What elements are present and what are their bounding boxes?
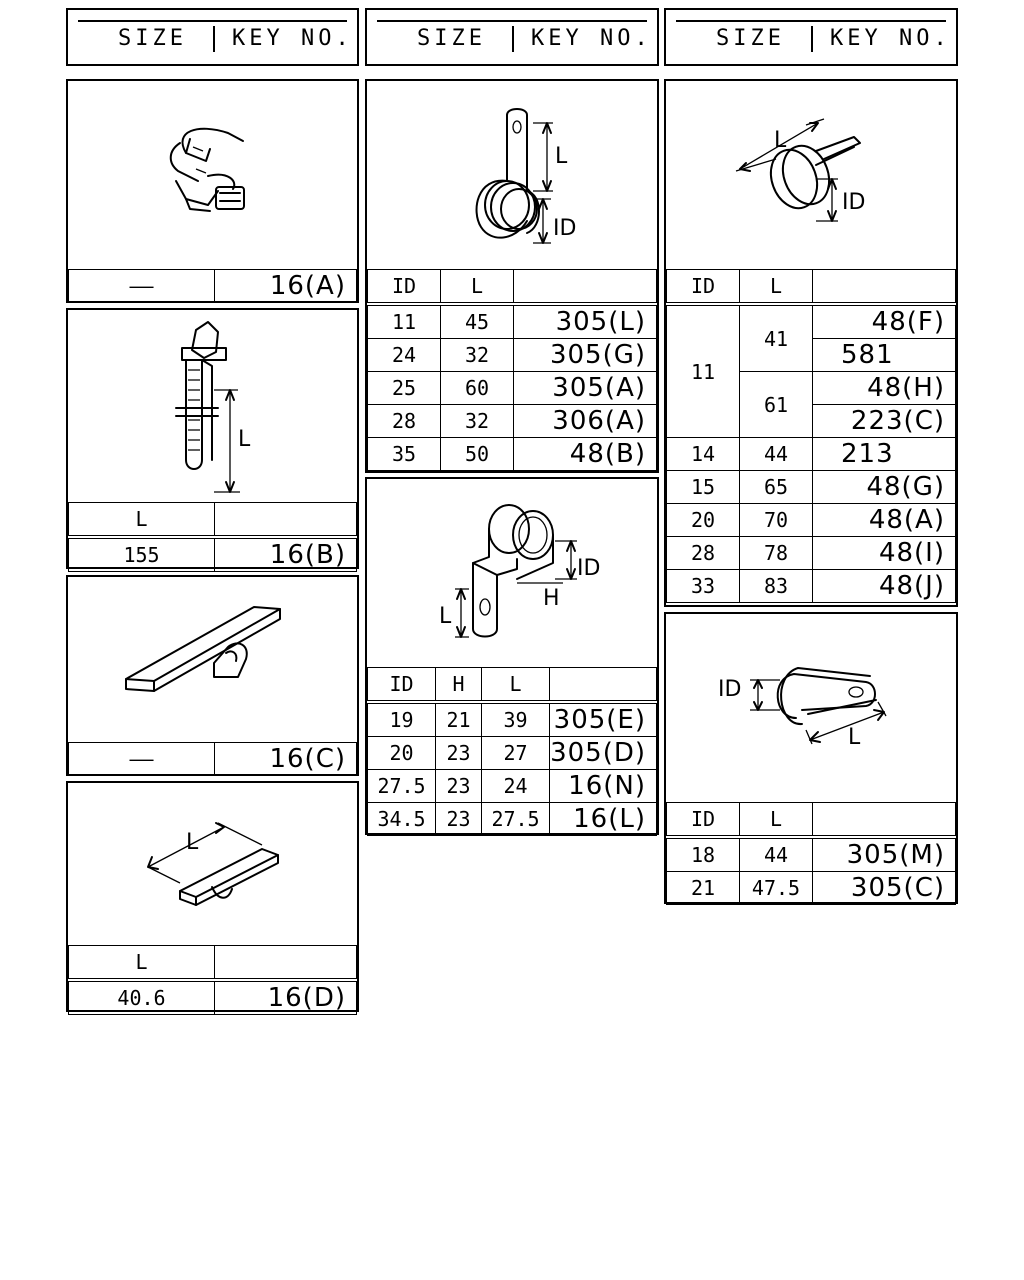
part-16b-panel [66,308,359,569]
header-divider [213,26,215,52]
l-cell: 24 [482,770,550,803]
col-header-id: ID [667,270,740,305]
header-size-label: SIZE [417,26,486,51]
dim-id-label: ID [842,190,866,215]
id-cell: 11 [667,304,740,438]
l-value: 40.6 [69,980,215,1015]
key-cell: 16(A) [215,270,357,303]
key-cell: 48(J) [813,570,956,603]
l-cell: 47.5 [740,872,813,905]
col-header-key [215,503,357,538]
key-cell: 305(G) [514,339,657,372]
h-cell: 23 [436,770,482,803]
col-header-l: L [740,270,813,305]
part-16c-panel [66,575,359,776]
key-cell: 223(C) [813,405,956,438]
header-divider [512,26,514,52]
l-cell: 27.5 [482,803,550,836]
id-cell: 33 [667,570,740,603]
col-header-id: ID [667,803,740,838]
id-cell: 24 [368,339,441,372]
part-16c-table [68,742,357,776]
header-col-1 [66,8,359,66]
col-header-h: H [436,668,482,703]
l-cell: 39 [482,702,550,737]
part-16a-table [68,269,357,303]
dim-id-label: ID [553,216,577,241]
id-cell: 19 [368,702,436,737]
id-cell: 20 [667,504,740,537]
key-cell: 48(H) [813,372,956,405]
l-cell: 32 [441,405,514,438]
clamp-b-table [367,667,657,836]
table-row [667,504,956,537]
header-key-label: KEY NO. [531,26,652,51]
l-cell: 44 [740,837,813,872]
l-cell: 60 [441,372,514,405]
col-header-key [550,668,657,703]
key-cell: 305(L) [514,304,657,339]
clamp-a-panel [365,79,659,473]
header-rule [78,20,347,22]
key-cell: 48(A) [813,504,956,537]
id-cell: 11 [368,304,441,339]
table-row [368,438,657,471]
l-cell: 41 [740,304,813,372]
l-cell: 70 [740,504,813,537]
key-cell: 16(C) [215,743,357,776]
dim-id-label: ID [577,556,601,581]
table-row [368,737,657,770]
id-cell: 28 [368,405,441,438]
h-cell: 23 [436,737,482,770]
table-row [368,770,657,803]
key-cell: 305(M) [813,837,956,872]
dim-l-label: L [186,830,199,855]
l-cell: 61 [740,372,813,438]
clip-16c-drawing [68,577,357,742]
col-header-l: L [482,668,550,703]
id-cell: 15 [667,471,740,504]
col-header-l: L [740,803,813,838]
dim-l-label: L [238,427,251,452]
table-row [368,339,657,372]
col-header-key [514,270,657,305]
l-cell: 65 [740,471,813,504]
table-row [368,702,657,737]
table-row [368,304,657,339]
clip-16a-drawing [68,81,357,269]
table-row [667,471,956,504]
table-row [667,438,956,471]
key-cell: 16(L) [550,803,657,836]
id-cell: 18 [667,837,740,872]
h-cell: 23 [436,803,482,836]
col-header-id: ID [368,270,441,305]
key-cell: 213 [813,438,956,471]
col-header-key [215,946,357,981]
table-row [667,837,956,872]
h-cell: 21 [436,702,482,737]
dim-h-label: H [543,586,560,611]
p-clip-drawing [666,614,956,802]
id-cell: 34.5 [368,803,436,836]
id-cell: 27.5 [368,770,436,803]
col-header-l: L [69,946,215,981]
id-cell: 25 [368,372,441,405]
col-header-id: ID [368,668,436,703]
key-cell: 16(D) [215,980,357,1015]
table-row [368,803,657,836]
key-cell: 16(N) [550,770,657,803]
part-16b-table [68,502,357,572]
id-cell: 14 [667,438,740,471]
l-cell: 83 [740,570,813,603]
dim-l-label: L [439,604,452,629]
size-cell: —— [69,270,215,303]
key-cell: 305(E) [550,702,657,737]
dim-id-label: ID [718,677,742,702]
clamp-a-table [367,269,657,471]
ring-clamp-drawing [666,81,956,269]
clamp-a-drawing [367,81,657,269]
l-cell: 27 [482,737,550,770]
p-clip-panel [664,612,958,904]
header-col-3 [664,8,958,66]
dim-l-label: L [848,725,861,750]
l-value: 155 [69,537,215,572]
push-rivet-16b-drawing [68,310,357,502]
id-cell: 21 [667,872,740,905]
l-cell: 78 [740,537,813,570]
clamp-b-drawing [367,479,657,667]
header-size-label: SIZE [716,26,785,51]
key-cell: 305(C) [813,872,956,905]
header-divider [811,26,813,52]
p-clip-table [666,802,956,905]
col-header-key [813,803,956,838]
col-header-l: L [441,270,514,305]
part-16a-panel [66,79,359,303]
ring-clamp-panel [664,79,958,607]
key-cell: 48(B) [514,438,657,471]
id-cell: 35 [368,438,441,471]
l-cell: 45 [441,304,514,339]
table-row [368,405,657,438]
table-row [667,537,956,570]
key-cell: 306(A) [514,405,657,438]
key-cell: 48(F) [813,304,956,339]
table-row [667,872,956,905]
key-cell: 305(A) [514,372,657,405]
l-cell: 50 [441,438,514,471]
header-key-label: KEY NO. [830,26,951,51]
id-cell: 20 [368,737,436,770]
table-row [368,372,657,405]
header-rule [377,20,647,22]
dim-l-label: L [555,144,568,169]
key-cell: 16(B) [215,537,357,572]
header-col-2 [365,8,659,66]
header-rule [676,20,946,22]
part-16d-panel [66,781,359,1012]
dim-l-label: L [774,128,787,153]
key-cell: 305(D) [550,737,657,770]
key-cell: 581 [813,339,956,372]
l-cell: 32 [441,339,514,372]
part-16d-table [68,945,357,1015]
col-header-l: L [69,503,215,538]
clip-16d-drawing [68,783,357,945]
ring-clamp-table [666,269,956,603]
id-cell: 28 [667,537,740,570]
col-header-key [813,270,956,305]
table-row [667,304,956,339]
key-cell: 48(I) [813,537,956,570]
size-cell: —— [69,743,215,776]
l-cell: 44 [740,438,813,471]
header-key-label: KEY NO. [232,26,353,51]
key-cell: 48(G) [813,471,956,504]
header-size-label: SIZE [118,26,187,51]
clamp-b-panel [365,477,659,835]
table-row [667,570,956,603]
